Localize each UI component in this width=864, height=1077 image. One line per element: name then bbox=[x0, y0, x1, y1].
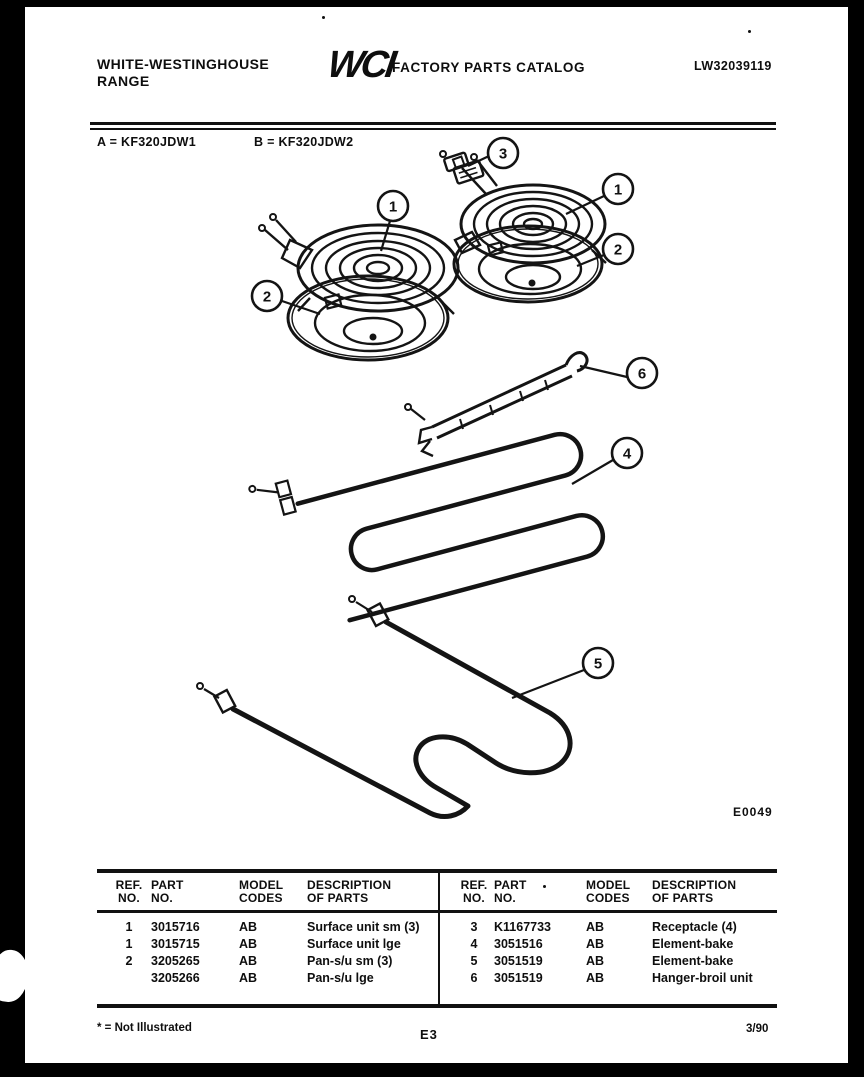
parts-table bbox=[97, 869, 777, 1008]
not-illustrated-note: * = Not Illustrated bbox=[97, 1022, 192, 1034]
brand-line2: RANGE bbox=[97, 73, 150, 89]
surface-unit-right bbox=[453, 154, 606, 263]
col-header-desc: DESCRIPTION OF PARTS bbox=[307, 878, 392, 905]
catalog-title: FACTORY PARTS CATALOG bbox=[392, 60, 586, 75]
callout-receptacle bbox=[488, 138, 518, 168]
svg-text:1: 1 bbox=[388, 198, 398, 216]
hanger-broil-unit bbox=[405, 353, 587, 456]
pan-left bbox=[288, 276, 448, 360]
callout-element-broil bbox=[612, 438, 642, 468]
col-header-ref: REF. NO. bbox=[115, 878, 143, 905]
brand-line1: WHITE-WESTINGHOUSE bbox=[97, 56, 270, 72]
publication-number: LW32039119 bbox=[694, 59, 772, 73]
table-row: 1 3015716 AB Surface unit sm (3) bbox=[125, 920, 420, 934]
table-rows-right bbox=[440, 919, 777, 987]
col-header-codes: MODEL CODES bbox=[586, 878, 631, 905]
col-header-part: PART NO. bbox=[494, 878, 527, 905]
table-header-row bbox=[440, 873, 777, 905]
parts-table-left bbox=[97, 873, 438, 1004]
broil-element bbox=[249, 401, 608, 636]
callout-pan-right bbox=[603, 234, 633, 264]
surface-unit-left bbox=[259, 214, 458, 314]
model-b: B = KF320JDW2 bbox=[253, 135, 354, 149]
callout-surface-unit-left bbox=[378, 191, 408, 221]
bake-element bbox=[197, 596, 570, 817]
model-a: A = KF320JDW1 bbox=[97, 135, 196, 149]
svg-text:1: 1 bbox=[613, 181, 623, 199]
table-row: 1 3015715 AB Surface unit lge bbox=[125, 937, 401, 951]
table-rows-left bbox=[97, 919, 438, 987]
svg-text:2: 2 bbox=[613, 241, 623, 259]
page-code: E3 bbox=[420, 1027, 438, 1042]
callout-hanger-broil bbox=[627, 358, 657, 388]
table-row: 4 3051516 AB Element-bake bbox=[470, 937, 734, 951]
col-header-desc: DESCRIPTION OF PARTS bbox=[652, 878, 737, 905]
svg-text:4: 4 bbox=[622, 445, 632, 463]
svg-text:2: 2 bbox=[262, 288, 272, 306]
svg-text:5: 5 bbox=[593, 655, 603, 673]
callout-surface-unit-right bbox=[603, 174, 633, 204]
svg-text:6: 6 bbox=[637, 365, 647, 383]
table-row: 3205266 AB Pan-s/u lge bbox=[151, 971, 374, 985]
col-header-codes: MODEL CODES bbox=[239, 878, 284, 905]
figure-code: E0049 bbox=[733, 805, 773, 819]
table-row: 5 3051519 AB Element-bake bbox=[470, 954, 734, 968]
table-header-row bbox=[97, 873, 438, 905]
svg-text:3: 3 bbox=[498, 145, 508, 163]
callout-leaders bbox=[282, 156, 627, 698]
date-code: 3/90 bbox=[746, 1023, 769, 1035]
parts-table-right bbox=[440, 873, 777, 1004]
callout-element-bake bbox=[583, 648, 613, 678]
receptacle-part bbox=[440, 149, 484, 186]
col-header-part: PART NO. bbox=[151, 878, 184, 905]
table-row: 3 K1167733 AB Receptacle (4) bbox=[470, 920, 737, 934]
callout-pan-left bbox=[252, 281, 282, 311]
table-row: 6 3051519 AB Hanger-broil unit bbox=[470, 971, 753, 985]
col-header-ref: REF. NO. bbox=[460, 878, 488, 905]
table-row: 2 3205265 AB Pan-s/u sm (3) bbox=[125, 954, 393, 968]
wci-logo: WCI bbox=[325, 44, 396, 86]
